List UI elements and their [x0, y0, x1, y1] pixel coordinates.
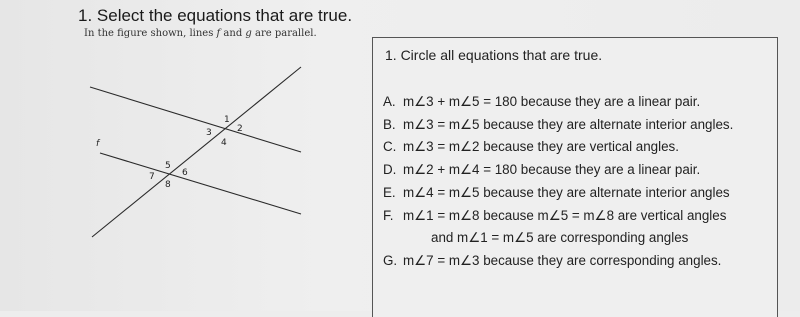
option-f[interactable] [383, 205, 733, 228]
parallel-lines-figure [70, 55, 340, 255]
option-text: m∠3 + m∠5 = 180 because they are a linear pair. [403, 94, 701, 109]
subtitle-line-g: g [245, 28, 252, 39]
option-text: m∠4 = m∠5 because they are alternate interior angles [403, 184, 730, 200]
angle-label-4: 4 [221, 138, 227, 148]
angle-label-1: 1 [224, 115, 230, 125]
angle-label-8: 8 [165, 180, 171, 190]
option-c[interactable] [383, 136, 733, 159]
options-list [383, 91, 733, 273]
option-e[interactable] [383, 182, 733, 205]
angle-label-6: 6 [182, 168, 188, 178]
line-label-f: f [96, 139, 100, 149]
line-g [100, 153, 301, 214]
angle-label-7: 7 [149, 172, 155, 182]
option-b[interactable] [383, 114, 733, 137]
subtitle-line-f: f [216, 28, 221, 39]
question-title: 1. Select the equations that are true. [78, 6, 353, 25]
angle-label-2: 2 [237, 124, 243, 134]
option-letter: G. [383, 252, 398, 268]
subtitle-prefix: In the figure shown, lines [84, 28, 217, 39]
option-letter: A. [383, 94, 396, 109]
angle-label-5: 5 [165, 161, 171, 171]
option-text: m∠2 + m∠4 = 180 because they are a linear pair. [403, 162, 701, 178]
question-subtitle [84, 28, 317, 39]
option-text: and m∠1 = m∠5 are corresponding angles [431, 230, 689, 246]
option-text: m∠3 = m∠2 because they are vertical angles. [403, 139, 679, 155]
option-letter: F. [383, 207, 394, 223]
transversal [92, 67, 301, 237]
subtitle-suffix: are parallel. [251, 28, 317, 39]
option-letter: C. [383, 139, 397, 155]
angle-label-3: 3 [206, 128, 212, 138]
option-text: m∠1 = m∠8 because m∠5 = m∠8 are vertical angles [403, 207, 727, 223]
option-d[interactable] [383, 159, 733, 182]
box-heading: 1. Circle all equations that are true. [385, 47, 603, 63]
option-a[interactable] [383, 91, 733, 114]
option-letter: D. [383, 162, 397, 178]
option-text: m∠3 = m∠5 because they are alternate interior angles. [403, 116, 734, 132]
option-f-continued [383, 227, 733, 250]
option-letter: E. [383, 184, 396, 200]
option-letter: B. [383, 116, 396, 132]
option-text: m∠7 = m∠3 because they are corresponding angles. [403, 252, 722, 268]
line-f [90, 87, 301, 152]
subtitle-mid: and [220, 28, 246, 39]
option-g[interactable] [383, 250, 733, 273]
answer-box [372, 37, 778, 317]
